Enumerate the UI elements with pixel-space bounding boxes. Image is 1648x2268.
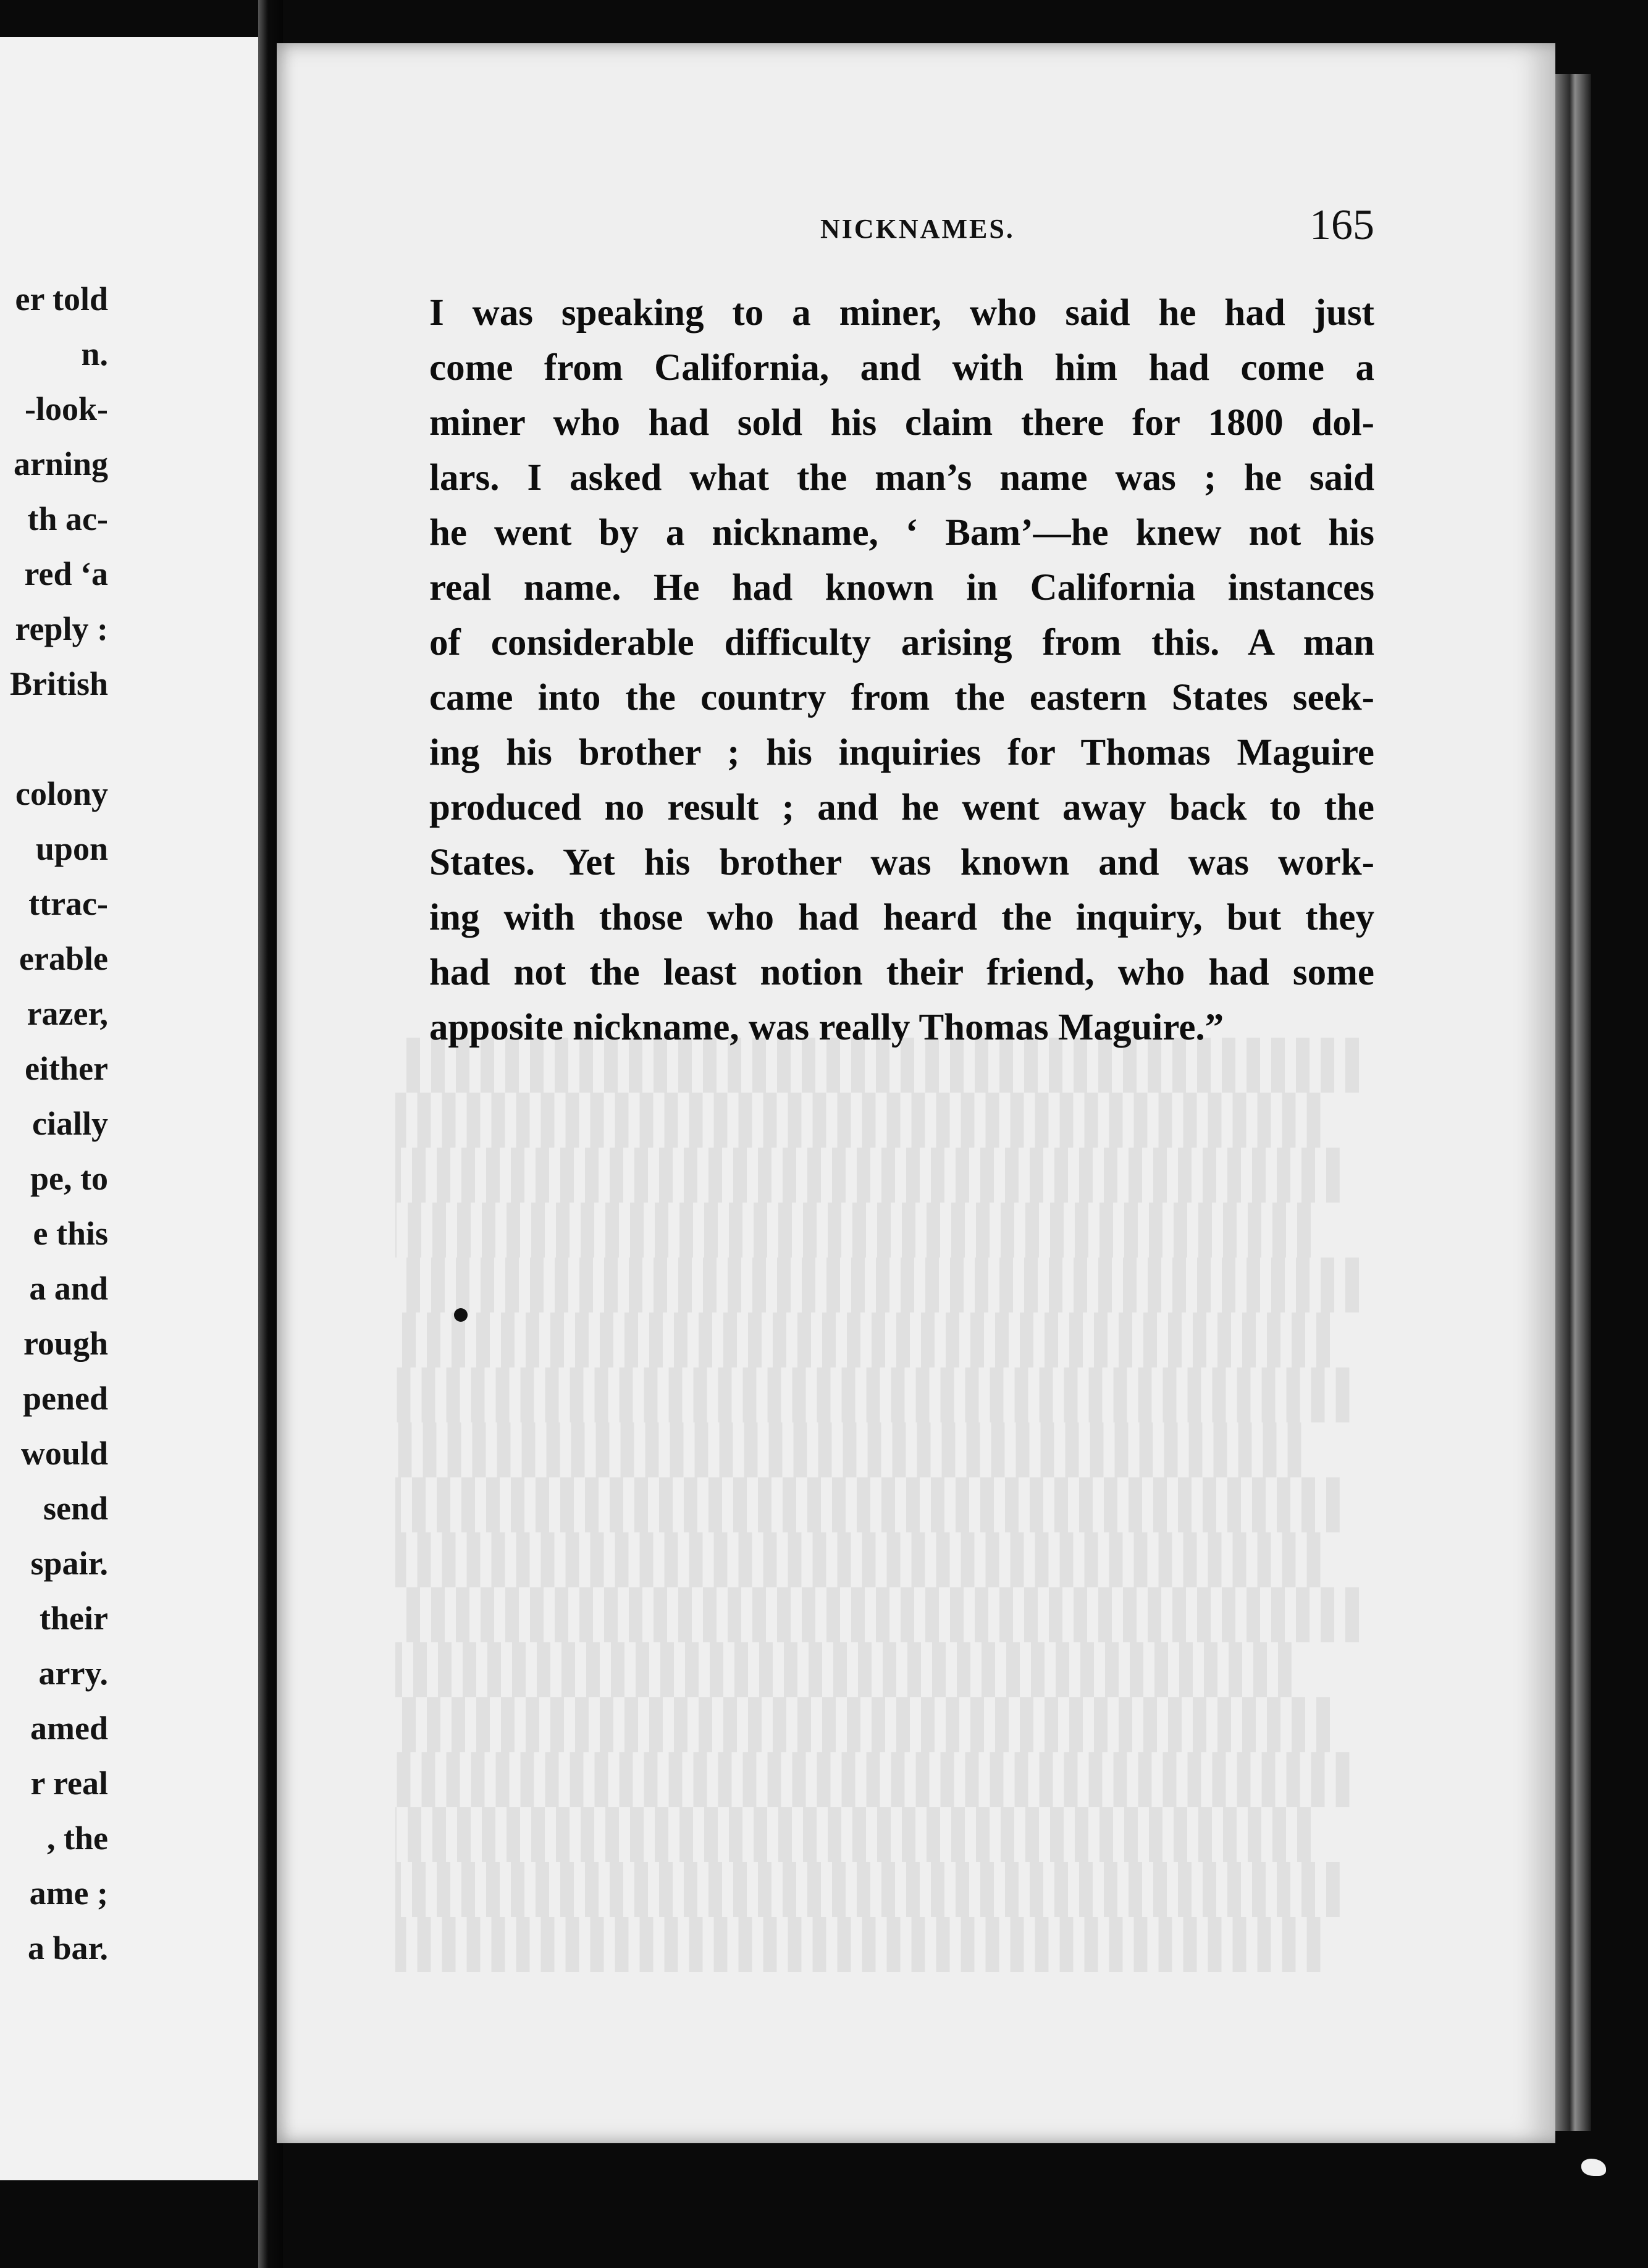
left-page-line: r real: [30, 1765, 108, 1802]
left-page-line: their: [40, 1600, 108, 1637]
left-page-line: either: [25, 1050, 108, 1087]
left-page-line: th ac-: [27, 500, 108, 537]
text-line: he went by a nickname, ‘ Bam’—he knew not his: [429, 512, 1374, 553]
left-page-line: upon: [35, 830, 108, 867]
ink-spot: [454, 1308, 468, 1322]
left-page-line: ttrac-: [28, 885, 108, 922]
left-page-line: a and: [29, 1270, 108, 1307]
text-line: produced no result ; and he went away back to the: [429, 787, 1374, 828]
left-page-line: [0, 712, 108, 766]
left-page-line: colony: [15, 775, 108, 812]
show-through-line: [395, 1587, 1359, 1642]
left-page-line: rough: [23, 1325, 108, 1362]
text-line: apposite nickname, was really Thomas Maguire.”: [429, 1007, 1224, 1048]
left-page-line: e this: [33, 1215, 108, 1252]
text-line: came into the country from the eastern States seek-: [429, 677, 1374, 718]
show-through-line: [395, 1917, 1321, 1972]
show-through-line: [395, 1312, 1330, 1367]
text-line: of considerable difficulty arising from this. A man: [429, 622, 1374, 663]
left-page-line: would: [20, 1435, 108, 1472]
text-line: ing his brother ; his inquiries for Thomas Maguire: [429, 732, 1374, 773]
left-page-line: amed: [30, 1710, 108, 1747]
left-page-line: reply :: [15, 610, 108, 647]
show-through-line: [395, 1862, 1340, 1917]
left-page-line: arry.: [38, 1655, 108, 1692]
left-page-line: red ‘a: [24, 555, 108, 592]
left-page-line: erable: [19, 940, 108, 977]
left-page-line: send: [43, 1490, 108, 1527]
show-through-line: [395, 1752, 1349, 1807]
left-page-fragment: [0, 37, 258, 2180]
page-edge: [1555, 74, 1591, 2131]
text-line: real name. He had known in California instances: [429, 567, 1374, 608]
text-line: I was speaking to a miner, who said he had just: [429, 292, 1374, 334]
left-page-line: er told: [15, 280, 108, 317]
left-page-line: -look-: [25, 390, 108, 427]
show-through-line: [395, 1038, 1359, 1093]
left-page-line: arning: [13, 445, 108, 482]
left-page-line: n.: [81, 335, 108, 372]
show-through-line: [395, 1203, 1311, 1258]
left-page-line: British: [9, 665, 108, 702]
left-page-line: spair.: [30, 1545, 108, 1582]
show-through-line: [395, 1148, 1340, 1203]
left-page-line: ame ;: [29, 1875, 108, 1912]
text-line: had not the least notion their friend, who had some: [429, 952, 1374, 993]
show-through-line: [395, 1422, 1301, 1477]
left-page-line-endings: [0, 272, 108, 2063]
show-through-line: [395, 1807, 1311, 1862]
show-through-text: [395, 1038, 1359, 1995]
text-line: lars. I asked what the man’s name was ; he said: [429, 457, 1374, 498]
left-page-line: a bar.: [27, 1930, 108, 1967]
show-through-line: [395, 1367, 1349, 1422]
text-line: come from California, and with him had come a: [429, 347, 1374, 388]
show-through-line: [395, 1532, 1321, 1587]
scan-artifact: [1581, 2159, 1606, 2176]
body-paragraph: [429, 285, 1374, 1055]
text-line: miner who had sold his claim there for 1800 dol-: [429, 402, 1374, 443]
running-head: NICKNAMES.: [820, 214, 1015, 244]
show-through-line: [395, 1642, 1292, 1697]
text-line: States. Yet his brother was known and was work-: [429, 842, 1374, 883]
page-number: 165: [1310, 201, 1374, 249]
left-page-line: pened: [22, 1380, 108, 1417]
show-through-line: [395, 1697, 1330, 1752]
left-page-line: cially: [32, 1105, 108, 1142]
left-page-line: , the: [47, 1820, 108, 1857]
left-page-line: razer,: [27, 995, 108, 1032]
show-through-line: [395, 1477, 1340, 1532]
show-through-line: [395, 1093, 1321, 1148]
show-through-line: [395, 1258, 1359, 1312]
left-page-line: pe, to: [30, 1160, 108, 1197]
text-line: ing with those who had heard the inquiry, but they: [429, 897, 1374, 938]
